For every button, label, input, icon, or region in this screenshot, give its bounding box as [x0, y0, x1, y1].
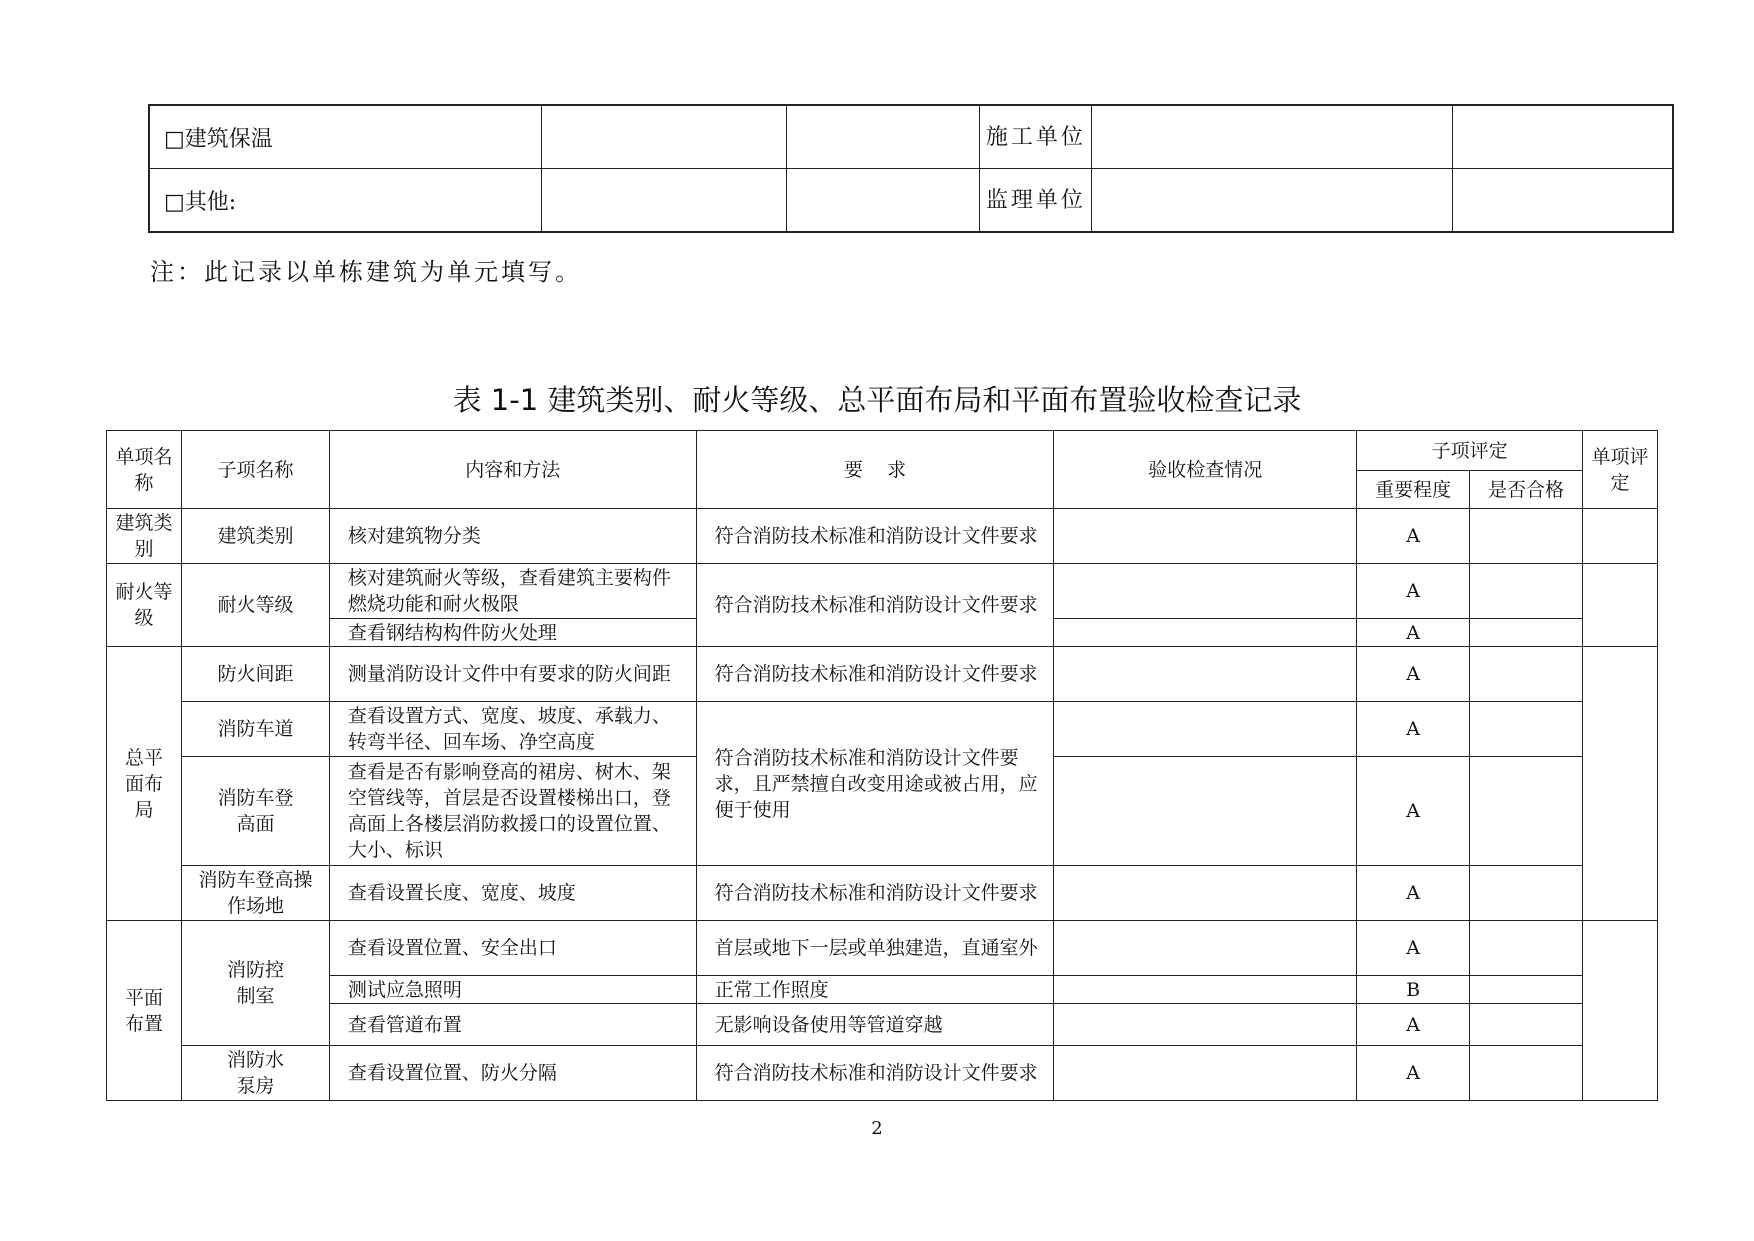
header-content-method: 内容和方法	[329, 431, 696, 509]
requirement-cell: 无影响设备使用等管道穿越	[696, 1004, 1054, 1046]
blank-cell[interactable]	[786, 169, 980, 233]
header-single-item-name: 单项名称	[107, 431, 182, 509]
inspection-cell[interactable]	[1054, 1046, 1357, 1101]
table-row	[107, 702, 1658, 757]
requirement-cell: 符合消防技术标准和消防设计文件要求，且严禁擅自改变用途或被占用，应便于使用	[696, 702, 1054, 866]
construction-unit-value[interactable]	[1092, 105, 1453, 169]
item-other: □其他:	[149, 169, 542, 233]
single-eval-cell[interactable]	[1583, 921, 1658, 1101]
requirement-cell: 正常工作照度	[696, 976, 1054, 1004]
qualified-cell[interactable]	[1470, 619, 1583, 647]
header-single-eval: 单项评定	[1583, 431, 1658, 509]
sub-item-label: 消防控制室	[181, 921, 329, 1046]
inspection-cell[interactable]	[1054, 866, 1357, 921]
inspection-cell[interactable]	[1054, 647, 1357, 702]
page-number: 2	[871, 1118, 883, 1139]
header-sub-eval: 子项评定	[1357, 431, 1583, 471]
note-text: 注：此记录以单栋建筑为单元填写。	[150, 258, 582, 286]
group-label: 平面布置	[107, 921, 182, 1101]
group-label: 总平面布局	[107, 647, 182, 921]
importance-cell: A	[1357, 1046, 1470, 1101]
table-row	[107, 976, 1658, 1004]
content-cell: 查看设置方式、宽度、坡度、承载力、转弯半径、回车场、净空高度	[329, 702, 696, 757]
requirement-cell: 首层或地下一层或单独建造，直通室外	[696, 921, 1054, 976]
blank-cell[interactable]	[542, 105, 787, 169]
requirement-cell: 符合消防技术标准和消防设计文件要求	[696, 1046, 1054, 1101]
requirement-cell: 符合消防技术标准和消防设计文件要求	[696, 866, 1054, 921]
supervision-unit-label: 监理单位	[980, 169, 1092, 233]
importance-cell: A	[1357, 921, 1470, 976]
table-row	[107, 921, 1658, 976]
inspection-record-table	[106, 430, 1658, 1101]
blank-cell[interactable]	[1452, 169, 1673, 233]
qualified-cell[interactable]	[1470, 1046, 1583, 1101]
table-row	[107, 866, 1658, 921]
inspection-cell[interactable]	[1054, 509, 1357, 564]
sub-item-label: 消防车道	[181, 702, 329, 757]
content-cell: 查看设置长度、宽度、坡度	[329, 866, 696, 921]
requirement-cell: 符合消防技术标准和消防设计文件要求	[696, 509, 1054, 564]
sub-item-label: 消防车登高操作场地	[181, 866, 329, 921]
blank-cell[interactable]	[542, 169, 787, 233]
blank-cell[interactable]	[786, 105, 980, 169]
requirement-cell: 符合消防技术标准和消防设计文件要求	[696, 564, 1054, 647]
qualified-cell[interactable]	[1470, 866, 1583, 921]
qualified-cell[interactable]	[1470, 1004, 1583, 1046]
construction-unit-label: 施工单位	[980, 105, 1092, 169]
single-eval-cell[interactable]	[1583, 647, 1658, 921]
table-row	[149, 169, 1673, 233]
sub-item-label: 建筑类别	[181, 509, 329, 564]
group-label: 建筑类别	[107, 509, 182, 564]
header-inspection: 验收检查情况	[1054, 431, 1357, 509]
item-building-insulation: □建筑保温	[149, 105, 542, 169]
content-cell: 查看设置位置、安全出口	[329, 921, 696, 976]
inspection-cell[interactable]	[1054, 619, 1357, 647]
inspection-cell[interactable]	[1054, 564, 1357, 619]
header-sub-item-name: 子项名称	[181, 431, 329, 509]
sub-item-label: 防火间距	[181, 647, 329, 702]
importance-cell: A	[1357, 509, 1470, 564]
inspection-cell[interactable]	[1054, 1004, 1357, 1046]
blank-cell[interactable]	[1452, 105, 1673, 169]
header-importance: 重要程度	[1357, 471, 1470, 509]
header-info-table	[148, 104, 1674, 233]
table-row	[149, 105, 1673, 169]
importance-cell: A	[1357, 619, 1470, 647]
single-eval-cell[interactable]	[1583, 509, 1658, 564]
group-label: 耐火等级	[107, 564, 182, 647]
content-cell: 查看设置位置、防火分隔	[329, 1046, 696, 1101]
qualified-cell[interactable]	[1470, 509, 1583, 564]
content-cell: 测量消防设计文件中有要求的防火间距	[329, 647, 696, 702]
content-cell: 查看管道布置	[329, 1004, 696, 1046]
importance-cell: A	[1357, 757, 1470, 866]
table-row	[107, 564, 1658, 619]
importance-cell: A	[1357, 1004, 1470, 1046]
content-cell: 核对建筑耐火等级，查看建筑主要构件燃烧功能和耐火极限	[329, 564, 696, 619]
single-eval-cell[interactable]	[1583, 564, 1658, 647]
qualified-cell[interactable]	[1470, 564, 1583, 619]
qualified-cell[interactable]	[1470, 647, 1583, 702]
qualified-cell[interactable]	[1470, 921, 1583, 976]
table-row	[107, 1046, 1658, 1101]
sub-item-label: 消防车登高面	[181, 757, 329, 866]
sub-item-label: 消防水泵房	[181, 1046, 329, 1101]
importance-cell: B	[1357, 976, 1470, 1004]
importance-cell: A	[1357, 564, 1470, 619]
table-row	[107, 647, 1658, 702]
sub-item-label: 耐火等级	[181, 564, 329, 647]
inspection-cell[interactable]	[1054, 976, 1357, 1004]
inspection-cell[interactable]	[1054, 921, 1357, 976]
header-row	[107, 431, 1658, 471]
table-row	[107, 1004, 1658, 1046]
content-cell: 查看是否有影响登高的裙房、树木、架空管线等，首层是否设置楼梯出口，登高面上各楼层消防救援口的设置位置、大小、标识	[329, 757, 696, 866]
content-cell: 测试应急照明	[329, 976, 696, 1004]
content-cell: 核对建筑物分类	[329, 509, 696, 564]
importance-cell: A	[1357, 647, 1470, 702]
content-cell: 查看钢结构构件防火处理	[329, 619, 696, 647]
table-title: 表 1-1 建筑类别、耐火等级、总平面布局和平面布置验收检查记录	[452, 383, 1302, 417]
importance-cell: A	[1357, 866, 1470, 921]
header-qualified: 是否合格	[1470, 471, 1583, 509]
supervision-unit-value[interactable]	[1092, 169, 1453, 233]
inspection-cell[interactable]	[1054, 702, 1357, 757]
importance-cell: A	[1357, 702, 1470, 757]
qualified-cell[interactable]	[1470, 757, 1583, 866]
qualified-cell[interactable]	[1470, 702, 1583, 757]
inspection-cell[interactable]	[1054, 757, 1357, 866]
table-row	[107, 509, 1658, 564]
qualified-cell[interactable]	[1470, 976, 1583, 1004]
requirement-cell: 符合消防技术标准和消防设计文件要求	[696, 647, 1054, 702]
header-requirement: 要 求	[696, 431, 1054, 509]
